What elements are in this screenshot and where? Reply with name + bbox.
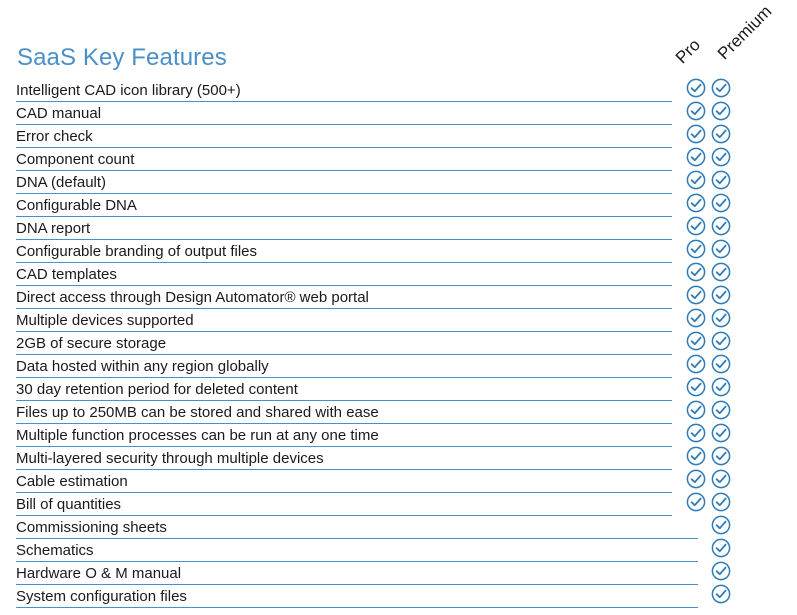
table-row xyxy=(16,194,756,217)
table-row xyxy=(16,286,756,309)
table-row xyxy=(16,263,756,286)
premium-check-icon xyxy=(711,492,731,512)
feature-label: DNA (default) xyxy=(16,174,107,191)
premium-check-icon xyxy=(711,147,731,167)
premium-check-icon xyxy=(711,124,731,144)
pro-check-icon xyxy=(686,216,706,236)
premium-check-icon xyxy=(711,377,731,397)
premium-check-icon xyxy=(711,331,731,351)
premium-check-icon xyxy=(711,354,731,374)
pro-check-icon xyxy=(686,78,706,98)
table-row xyxy=(16,355,756,378)
premium-check-icon xyxy=(711,285,731,305)
page-title: SaaS Key Features xyxy=(17,44,227,71)
row-divider xyxy=(16,607,698,609)
premium-check-icon xyxy=(711,170,731,190)
table-row xyxy=(16,125,756,148)
feature-label: Bill of quantities xyxy=(16,496,122,513)
feature-label: Intelligent CAD icon library (500+) xyxy=(16,82,241,99)
pro-check-icon xyxy=(686,446,706,466)
table-row xyxy=(16,309,756,332)
pro-check-icon xyxy=(686,193,706,213)
feature-label: Multiple devices supported xyxy=(16,312,194,329)
feature-label: 2GB of secure storage xyxy=(16,335,167,352)
pro-check-icon xyxy=(686,147,706,167)
feature-label: Configurable branding of output files xyxy=(16,243,257,260)
premium-check-icon xyxy=(711,515,731,535)
column-header-pro: Pro xyxy=(671,35,705,68)
feature-label: Multiple function processes can be run at any one time xyxy=(16,427,379,444)
table-row xyxy=(16,240,756,263)
pro-check-icon xyxy=(686,285,706,305)
pro-check-icon xyxy=(686,101,706,121)
pro-check-icon xyxy=(686,469,706,489)
table-row xyxy=(16,102,756,125)
feature-label: Schematics xyxy=(16,542,94,559)
feature-label: Component count xyxy=(16,151,135,168)
premium-check-icon xyxy=(711,78,731,98)
pro-check-icon xyxy=(686,262,706,282)
feature-label: Direct access through Design Automator® web portal xyxy=(16,289,369,306)
premium-check-icon xyxy=(711,538,731,558)
feature-label: Configurable DNA xyxy=(16,197,137,214)
table-row xyxy=(16,424,756,447)
table-row xyxy=(16,585,756,608)
feature-label: Multi-layered security through multiple devices xyxy=(16,450,324,467)
feature-label: Commissioning sheets xyxy=(16,519,167,536)
feature-label: Hardware O & M manual xyxy=(16,565,182,582)
premium-check-icon xyxy=(711,262,731,282)
feature-label: Cable estimation xyxy=(16,473,128,490)
table-row xyxy=(16,217,756,240)
table-row xyxy=(16,148,756,171)
table-row xyxy=(16,378,756,401)
premium-check-icon xyxy=(711,193,731,213)
pro-check-icon xyxy=(686,239,706,259)
premium-check-icon xyxy=(711,561,731,581)
table-row xyxy=(16,562,756,585)
table-row xyxy=(16,516,756,539)
premium-check-icon xyxy=(711,423,731,443)
premium-check-icon xyxy=(711,216,731,236)
table-row xyxy=(16,470,756,493)
table-row xyxy=(16,332,756,355)
table-row xyxy=(16,493,756,516)
premium-check-icon xyxy=(711,101,731,121)
feature-label: 30 day retention period for deleted content xyxy=(16,381,298,398)
premium-check-icon xyxy=(711,584,731,604)
pro-check-icon xyxy=(686,331,706,351)
pro-check-icon xyxy=(686,492,706,512)
column-header-premium: Premium xyxy=(713,1,776,64)
pro-check-icon xyxy=(686,377,706,397)
premium-check-icon xyxy=(711,400,731,420)
feature-label: CAD templates xyxy=(16,266,117,283)
pro-check-icon xyxy=(686,308,706,328)
premium-check-icon xyxy=(711,446,731,466)
feature-label: DNA report xyxy=(16,220,91,237)
premium-check-icon xyxy=(711,469,731,489)
feature-label: Files up to 250MB can be stored and shared with ease xyxy=(16,404,379,421)
pro-check-icon xyxy=(686,354,706,374)
table-row xyxy=(16,539,756,562)
premium-check-icon xyxy=(711,308,731,328)
table-row xyxy=(16,171,756,194)
pro-check-icon xyxy=(686,124,706,144)
premium-check-icon xyxy=(711,239,731,259)
feature-label: Error check xyxy=(16,128,93,145)
feature-label: System configuration files xyxy=(16,588,187,605)
pro-check-icon xyxy=(686,423,706,443)
table-row xyxy=(16,447,756,470)
feature-label: Data hosted within any region globally xyxy=(16,358,269,375)
feature-label: CAD manual xyxy=(16,105,102,122)
table-row xyxy=(16,79,756,102)
pro-check-icon xyxy=(686,170,706,190)
table-row xyxy=(16,401,756,424)
pro-check-icon xyxy=(686,400,706,420)
